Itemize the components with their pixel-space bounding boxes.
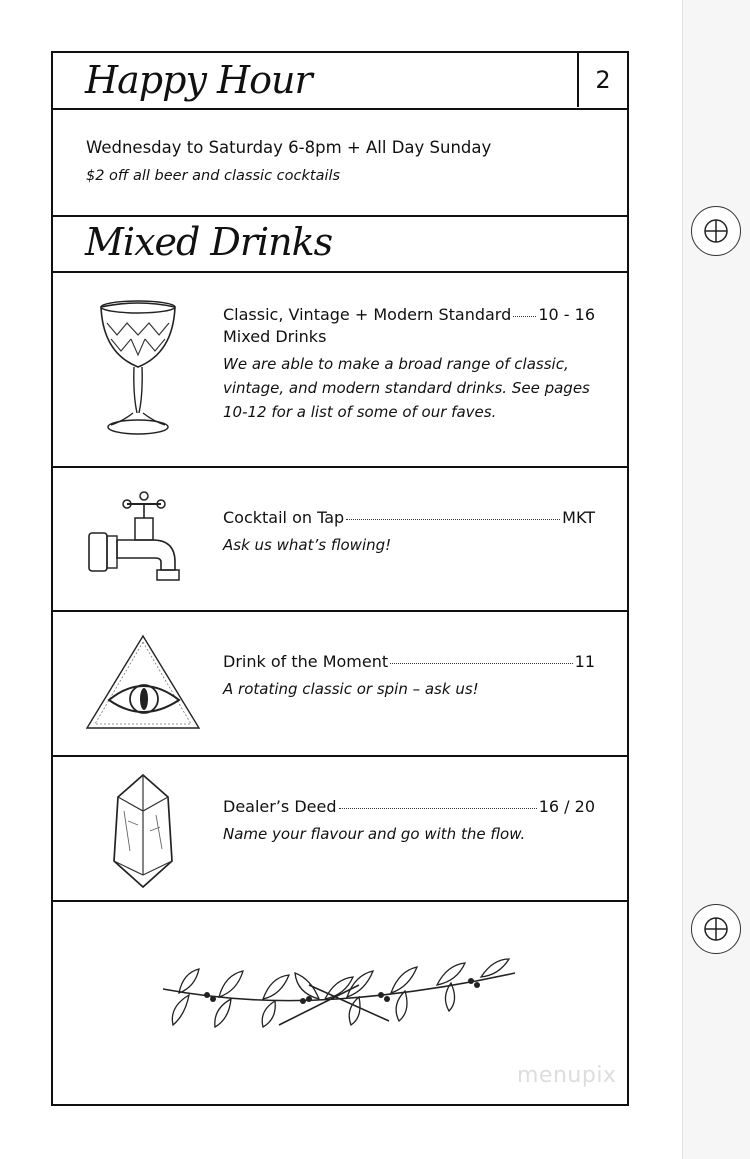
item-price: MKT: [562, 508, 595, 527]
item-description: We are able to make a broad range of classic, vintage, and modern standard drinks. See pages 10-12 for a list of some of our faves.: [223, 355, 590, 421]
crystal-icon: [108, 771, 178, 891]
menu-item: [53, 757, 627, 902]
menu-item: [53, 612, 627, 757]
mixed-drinks-header: [53, 217, 627, 273]
faucet-icon: [83, 488, 193, 588]
binder-hole-top: [691, 206, 741, 256]
binder-strip: [682, 0, 750, 1159]
item-name: Classic, Vintage + Modern Standard: [223, 305, 512, 324]
item-description: Ask us what’s flowing!: [223, 536, 392, 554]
menu-item: [53, 468, 627, 612]
item-name: Drink of the Moment: [223, 652, 389, 671]
happy-hour-deal: $2 off all beer and classic cocktails: [86, 168, 341, 184]
menu-page: [51, 51, 629, 1106]
menu-item: [53, 273, 627, 468]
leader-dots: [513, 316, 536, 317]
binder-hole-bottom: [691, 904, 741, 954]
leader-dots: [346, 519, 560, 520]
happy-hour-title: Happy Hour: [85, 58, 312, 102]
coupe-glass-icon: [93, 295, 183, 440]
happy-hour-header: [53, 53, 627, 110]
item-name: Dealer’s Deed: [223, 797, 337, 816]
leader-dots: [339, 808, 537, 809]
item-name: Cocktail on Tap: [223, 508, 345, 527]
mixed-drinks-title: Mixed Drinks: [85, 220, 333, 264]
item-price: 10 - 16: [538, 305, 595, 324]
item-name-line2: Mixed Drinks: [223, 327, 327, 346]
item-price: 11: [574, 652, 595, 671]
page-number: 2: [577, 53, 627, 107]
item-description: A rotating classic or spin – ask us!: [223, 680, 479, 698]
item-description: Name your flavour and go with the flow.: [223, 825, 526, 843]
happy-hour-details: [53, 110, 627, 217]
leader-dots: [390, 663, 573, 664]
eye-pyramid-icon: [83, 632, 203, 732]
watermark: menupix: [517, 1063, 617, 1088]
laurel-branch-icon: [159, 955, 519, 1035]
happy-hour-schedule: Wednesday to Saturday 6-8pm + All Day Sunday: [86, 138, 492, 157]
item-price: 16 / 20: [538, 797, 595, 816]
